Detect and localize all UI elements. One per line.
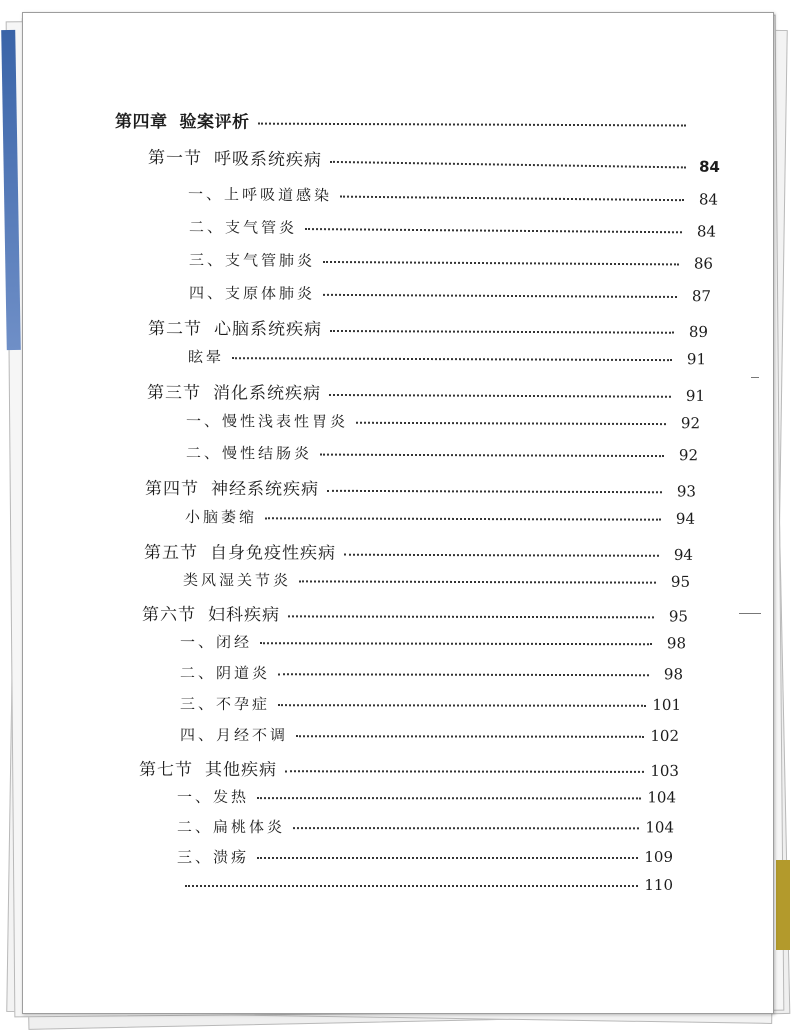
- toc-entry-title: 神经系统疾病: [210, 479, 320, 500]
- toc-entry-label: [148, 143, 322, 171]
- toc-entry-number: 第七节: [138, 760, 194, 781]
- toc-entry-number: 第二节: [147, 319, 203, 340]
- toc-dot-leader: [323, 261, 679, 265]
- toc-subsection-entry[interactable]: [188, 183, 718, 219]
- toc-dot-leader: [293, 827, 639, 829]
- toc-page-number: 103: [650, 761, 680, 780]
- toc-entry-title: 二、支气管炎: [188, 218, 298, 237]
- toc-entry-number: 第四节: [144, 479, 200, 500]
- toc-entry-label: [180, 662, 270, 683]
- toc-entry-title: 心脑系统疾病: [213, 319, 323, 340]
- toc-entry-title: 呼吸系统疾病: [213, 149, 323, 171]
- toc-dot-leader: [296, 735, 644, 738]
- toc-page-number: 109: [644, 848, 673, 866]
- toc-dot-leader: [257, 857, 638, 859]
- toc-page-number: 91: [685, 386, 706, 405]
- toc-subsection-entry[interactable]: [188, 346, 706, 378]
- toc-entry-label: [180, 724, 288, 745]
- toc-page-number: 104: [647, 788, 677, 807]
- toc-dot-leader: [257, 797, 641, 799]
- toc-dot-leader: [327, 490, 662, 493]
- toc-entry-title: 三、溃疡: [177, 848, 250, 866]
- toc-entry-label: [180, 631, 252, 652]
- toc-dot-leader: [305, 228, 682, 233]
- toc-subsection-entry[interactable]: [186, 410, 700, 442]
- toc-page-number: 87: [691, 287, 712, 306]
- toc-entry-title: 小脑萎缩: [184, 508, 258, 527]
- toc-page: [22, 12, 774, 1014]
- toc-entry-number: 第四章: [114, 112, 168, 133]
- toc-page-number: 102: [650, 726, 680, 745]
- toc-page-number: 86: [693, 254, 714, 273]
- toc-section-entry[interactable]: [142, 600, 688, 631]
- toc-subsection-entry[interactable]: [189, 216, 716, 251]
- toc-entry-title: 一、闭经: [179, 633, 253, 652]
- toc-page-number: 110: [644, 876, 673, 894]
- toc-dot-leader: [320, 454, 664, 458]
- toc-entry-label: [189, 216, 297, 238]
- toc-entry-title: 一、上呼吸道感染: [187, 185, 333, 205]
- toc-entry-label: [189, 249, 315, 271]
- toc-entry-title: 三、支气管肺炎: [188, 251, 316, 270]
- toc-page-number: 94: [673, 545, 694, 564]
- toc-entry-label: [177, 816, 285, 837]
- toc-entry-title: 二、慢性结肠炎: [185, 444, 313, 463]
- toc-section-entry[interactable]: [144, 538, 693, 570]
- toc-section-entry[interactable]: [147, 378, 705, 411]
- toc-entry-label: [183, 569, 291, 590]
- toc-section-entry[interactable]: [148, 143, 720, 182]
- toc-entry-title: 二、扁桃体炎: [176, 818, 286, 837]
- toc-entry-title: 一、发热: [176, 788, 250, 807]
- toc-dot-leader: [185, 885, 638, 887]
- toc-page-number: 104: [645, 818, 675, 837]
- toc-entry-label: [180, 693, 270, 714]
- toc-entry-title: 一、慢性浅表性胃炎: [185, 412, 349, 431]
- toc-entry-number: 第三节: [146, 383, 202, 404]
- toc-subsection-entry[interactable]: [180, 693, 681, 724]
- toc-section-entry[interactable]: [139, 755, 679, 786]
- toc-dot-leader: [323, 294, 677, 298]
- toc-subsection-entry[interactable]: [180, 631, 686, 662]
- toc-page-number: 91: [686, 350, 707, 369]
- toc-entry-label: [188, 183, 332, 206]
- toc-subsection-entry[interactable]: [189, 249, 713, 283]
- toc-entry-title: 妇科疾病: [207, 605, 281, 626]
- toc-subsection-entry[interactable]: [180, 724, 679, 755]
- toc-entry-label: [189, 282, 315, 304]
- toc-entry-title: 四、月经不调: [179, 726, 289, 745]
- toc-dot-leader: [278, 673, 649, 676]
- toc-entry-title: 其他疾病: [204, 760, 278, 781]
- toc-page-number: 89: [688, 322, 709, 341]
- toc-subsection-entry[interactable]: [177, 876, 673, 906]
- toc-subsection-entry[interactable]: [177, 816, 674, 846]
- toc-dot-leader: [285, 770, 644, 773]
- toc-entry-label: [139, 755, 277, 780]
- toc-entry-title: 三、不孕症: [179, 695, 271, 714]
- toc-dot-leader: [278, 704, 646, 707]
- toc-page-number: 92: [678, 446, 699, 465]
- toc-section-entry[interactable]: [148, 314, 708, 347]
- toc-page-number: 98: [666, 634, 687, 653]
- page-edge-mark: [739, 613, 761, 614]
- toc-dot-leader: [329, 394, 671, 398]
- toc-entry-title: 验案评析: [179, 112, 250, 133]
- toc-dot-leader: [344, 554, 659, 557]
- toc-entry-title: 四、支原体肺炎: [188, 284, 316, 303]
- toc-page-number: 94: [675, 509, 696, 528]
- toc-entry-label: [145, 474, 319, 500]
- toc-subsection-entry[interactable]: [186, 442, 698, 474]
- book-cover-edge-gold: [776, 860, 790, 950]
- toc-page-number: 93: [676, 482, 697, 501]
- toc-entry-title: 消化系统疾病: [212, 383, 322, 404]
- toc-entry-label: [147, 378, 321, 404]
- toc-page-number: 84: [698, 157, 721, 176]
- toc-entry-title: 二、阴道炎: [179, 664, 271, 683]
- toc-subsection-entry[interactable]: [177, 786, 676, 816]
- toc-dot-leader: [330, 161, 686, 169]
- toc-entry-label: [177, 786, 249, 807]
- toc-dot-leader: [288, 615, 654, 618]
- toc-subsection-entry[interactable]: [183, 569, 690, 601]
- toc-subsection-entry[interactable]: [189, 282, 711, 315]
- toc-chapter-entry[interactable]: [115, 107, 720, 140]
- toc-entry-number: 第一节: [147, 148, 203, 169]
- toc-page-number: 98: [663, 665, 684, 684]
- toc-dot-leader: [232, 357, 672, 361]
- toc-entry-label: [144, 538, 336, 564]
- toc-subsection-entry[interactable]: [185, 506, 695, 538]
- page-edge-mark: [751, 377, 759, 378]
- toc-dot-leader: [260, 642, 652, 645]
- toc-dot-leader: [257, 123, 686, 127]
- toc-section-entry[interactable]: [145, 474, 696, 506]
- toc-dot-leader: [330, 330, 674, 334]
- toc-page-number: 92: [680, 414, 701, 433]
- toc-entry-number: 第五节: [143, 543, 199, 564]
- toc-entry-label: [185, 506, 257, 527]
- toc-entry-label: [188, 346, 224, 367]
- toc-page-number: 84: [698, 190, 719, 209]
- toc-dot-leader: [265, 517, 661, 520]
- toc-entry-title: 眩晕: [187, 348, 225, 367]
- toc-entry-label: [148, 314, 322, 340]
- toc-dot-leader: [299, 580, 656, 583]
- toc-entry-label: [177, 846, 249, 867]
- toc-entry-number: 第六节: [141, 605, 197, 626]
- toc-entry-label: [186, 410, 348, 432]
- toc-entry-title: 类风湿关节炎: [182, 571, 292, 590]
- toc-entry-label: [142, 600, 280, 625]
- toc-entry-label: [115, 107, 250, 133]
- toc-page-number: 95: [670, 572, 691, 591]
- toc-dot-leader: [340, 196, 684, 202]
- toc-entry-label: [186, 442, 312, 464]
- toc-page-number: 84: [696, 222, 717, 241]
- toc-subsection-entry[interactable]: [177, 846, 673, 876]
- toc-page-number: 101: [652, 695, 682, 714]
- toc-entry-title: 自身免疫性疾病: [209, 543, 337, 564]
- toc-dot-leader: [356, 422, 666, 425]
- toc-page-number: 95: [668, 607, 689, 626]
- toc-subsection-entry[interactable]: [180, 662, 683, 693]
